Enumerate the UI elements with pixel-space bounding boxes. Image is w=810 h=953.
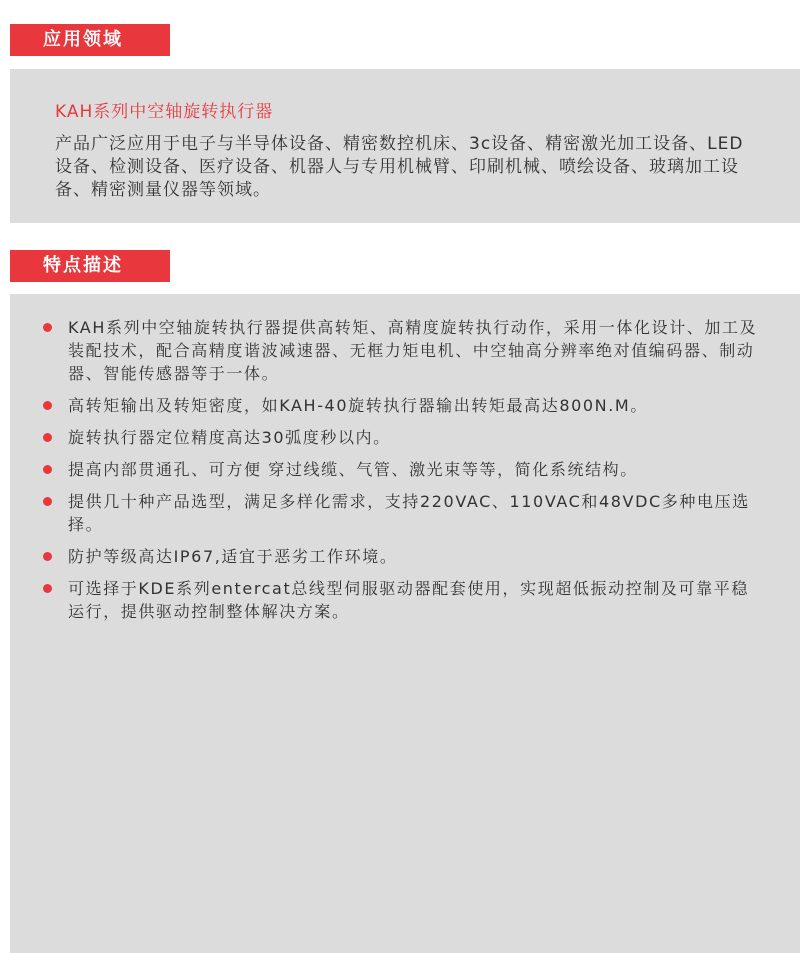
feature-item [66,490,766,536]
feature-text: 提高内部贯通孔、可方便 穿过线缆、气管、激光束等等，简化系统结构。 [68,460,638,479]
application-description: 产品广泛应用于电子与半导体设备、精密数控机床、3c设备、精密激光加工设备、LED设备、检测设备、医疗设备、机器人与专用机械臂、印刷机械、喷绘设备、玻璃加工设备、精密测量仪器等领域。 [55,134,744,200]
section-title-features: 特点描述 [10,250,170,282]
application-panel [10,69,800,223]
bullet-dot-icon [43,497,52,506]
feature-item [66,394,766,417]
feature-list [66,316,766,632]
feature-text: 防护等级高达IP67,适宜于恶劣工作环境。 [68,547,398,566]
feature-item [66,426,766,449]
feature-item [66,577,766,623]
feature-text: 旋转执行器定位精度高达30弧度秒以内。 [68,428,391,447]
bullet-dot-icon [43,584,52,593]
bullet-dot-icon [43,323,52,332]
bullet-dot-icon [43,552,52,561]
product-series-title: KAH系列中空轴旋转执行器 [55,102,274,122]
bullet-dot-icon [43,433,52,442]
feature-text: 高转矩输出及转矩密度，如KAH-40旋转执行器输出转矩最高达800N.M。 [68,396,648,415]
feature-item [66,316,766,385]
section-title-application: 应用领域 [10,24,170,56]
features-panel [10,294,800,953]
feature-item [66,545,766,568]
feature-text: 提供几十种产品选型，满足多样化需求，支持220VAC、110VAC和48VDC多种电压选择。 [68,492,750,534]
feature-item [66,458,766,481]
bullet-dot-icon [43,465,52,474]
feature-text: KAH系列中空轴旋转执行器提供高转矩、高精度旋转执行动作，采用一体化设计、加工及装配技术，配合高精度谐波减速器、无框力矩电机、中空轴高分辨率绝对值编码器、制动器、智能传感器等于一体。 [68,318,758,383]
feature-text: 可选择于KDE系列entercat总线型伺服驱动器配套使用，实现超低振动控制及可靠平稳运行，提供驱动控制整体解决方案。 [68,579,749,621]
bullet-dot-icon [43,401,52,410]
